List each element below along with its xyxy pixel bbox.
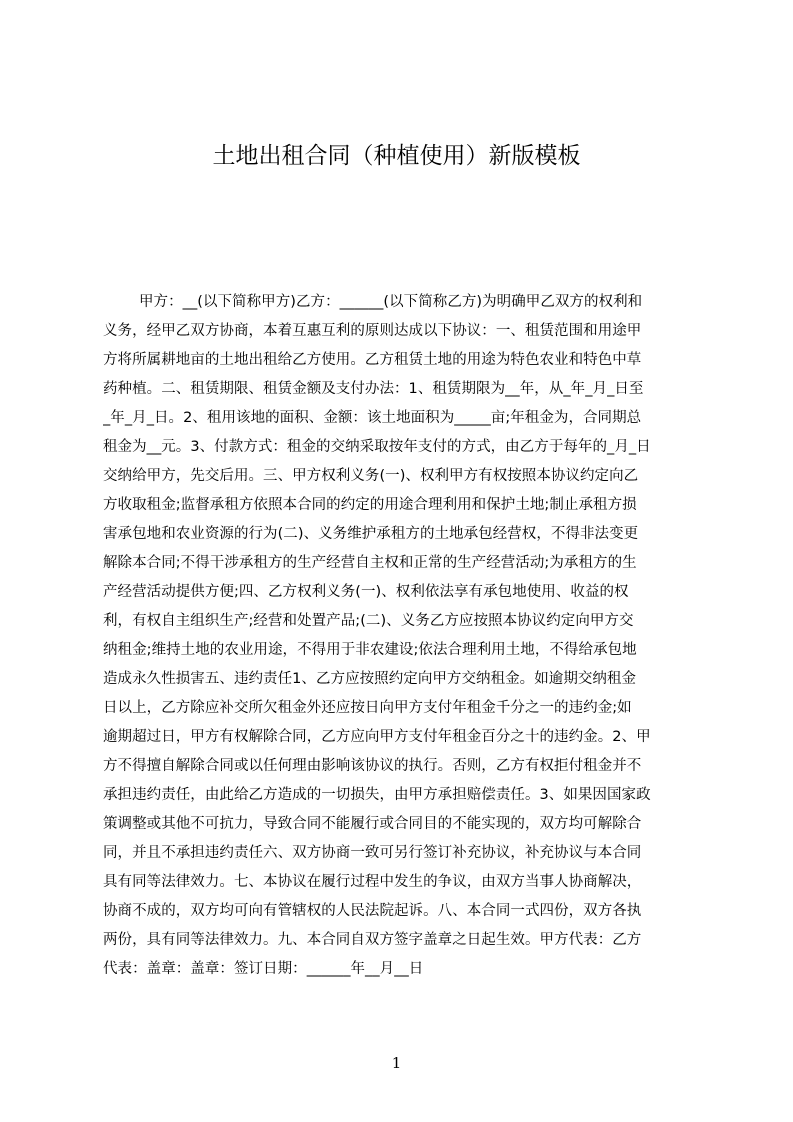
- body-line: 产经营活动提供方便;四、乙方权利义务(一)、权利依法享有承包地使用、收益的权: [103, 584, 629, 600]
- body-line: 纳租金;维持土地的农业用途，不得用于非农建设;依法合理利用土地，不得给承包地: [103, 642, 637, 658]
- body-line: 药种植。二、租赁期限、租赁金额及支付办法：1、租赁期限为__年，从_年_月_日至: [103, 381, 644, 397]
- body-line: 逾期超过日，甲方有权解除合同，乙方应向甲方支付年租金百分之十的违约金。2、甲: [103, 729, 651, 745]
- body-line: 承担违约责任，由此给乙方造成的一切损失，由甲方承担赔偿责任。3、如果因国家政: [103, 787, 651, 803]
- body-line: 解除本合同;不得干涉承租方的生产经营自主权和正常的生产经营活动;为承租方的生: [103, 555, 637, 571]
- body-line: _年_月_日。2、租用该地的面积、金额：该土地面积为_____亩;年租金为，合同期总: [103, 410, 642, 426]
- body-line: 日以上，乙方除应补交所欠租金外还应按日向甲方支付年租金千分之一的违约金;如: [103, 700, 632, 716]
- body-line: 利，有权自主组织生产;经营和处置产品;(二)、义务乙方应按照本协议约定向甲方交: [103, 613, 634, 629]
- body-line: 策调整或其他不可抗力，导致合同不能履行或合同目的不能实现的，双方均可解除合: [103, 816, 642, 832]
- page-number: 1: [391, 1054, 402, 1072]
- document-title: 土地出租合同（种植使用）新版模板: [212, 143, 581, 169]
- body-line: 两份，具有同等法律效力。九、本合同自双方签字盖章之日起生效。甲方代表：乙方: [103, 932, 642, 948]
- body-line: 交纳给甲方，先交后用。三、甲方权利义务(一)、权利甲方有权按照本协议约定向乙: [103, 468, 639, 484]
- body-line: 方收取租金;监督承租方依照本合同的约定的用途合理利用和保护土地;制止承租方损: [103, 497, 637, 513]
- body-line: 代表：盖章：盖章：签订日期：______年__月__日: [103, 961, 424, 977]
- body-line: 方将所属耕地亩的土地出租给乙方使用。乙方租赁土地的用途为特色农业和特色中草: [103, 352, 642, 368]
- body-line: 协商不成的，双方均可向有管辖权的人民法院起诉。八、本合同一式四份，双方各执: [103, 903, 642, 919]
- body-line: 方不得擅自解除合同或以任何理由影响该协议的执行。否则，乙方有权拒付租金并不: [103, 758, 642, 774]
- contract-body: [103, 288, 698, 984]
- body-line: 造成永久性损害五、违约责任1、乙方应按照约定向甲方交纳租金。如逾期交纳租金: [103, 671, 637, 687]
- body-line: 义务，经甲乙双方协商，本着互惠互利的原则达成以下协议：一、租赁范围和用途甲: [103, 323, 642, 339]
- body-line: 害承包地和农业资源的行为(二)、义务维护承租方的土地承包经营权，不得非法变更: [103, 526, 639, 542]
- body-line: 甲方：__(以下简称甲方)乙方：______(以下简称乙方)为明确甲乙双方的权利和: [139, 294, 643, 310]
- body-line: 具有同等法律效力。七、本协议在履行过程中发生的争议，由双方当事人协商解决，: [103, 874, 642, 890]
- body-line: 租金为__元。3、付款方式：租金的交纳采取按年支付的方式，由乙方于每年的_月_日: [103, 439, 651, 455]
- body-line: 同，并且不承担违约责任六、双方协商一致可另行签订补充协议，补充协议与本合同: [103, 845, 642, 861]
